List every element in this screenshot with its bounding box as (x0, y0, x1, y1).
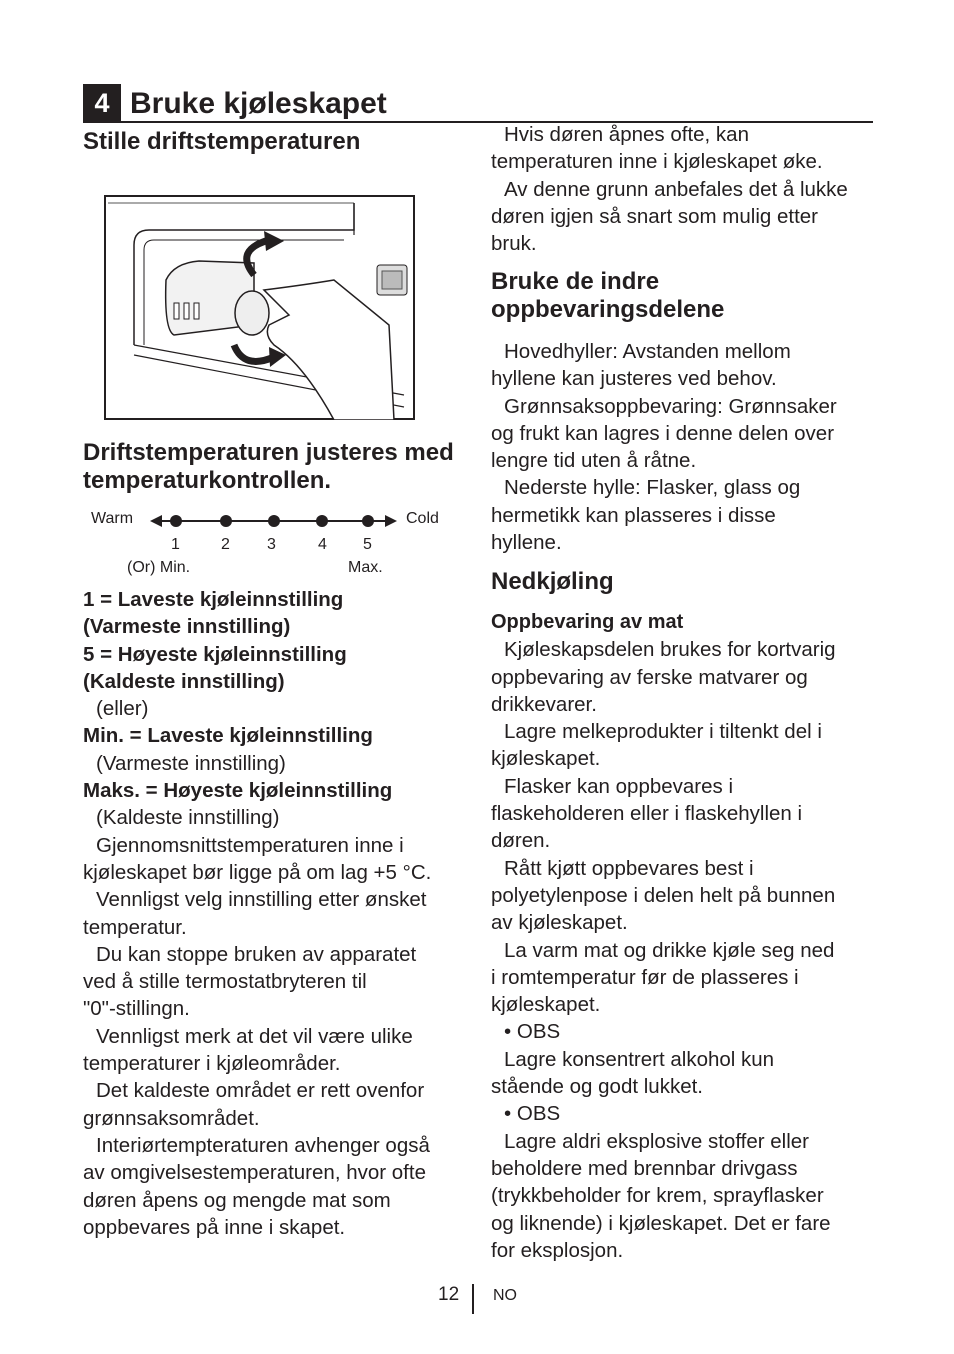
cooling-line: • OBS (504, 1102, 561, 1126)
cooling-line: • OBS (504, 1020, 561, 1044)
left-body-line: Vennligst velg innstilling etter ønsket (96, 888, 427, 912)
page-number: 12 (438, 1284, 460, 1305)
section-heading-adjust: Driftstemperaturen justeres med temperaturkontrollen. (83, 439, 454, 494)
left-body-line: 5 = Høyeste kjøleinnstilling (83, 642, 347, 666)
cooling-line: i romtemperatur før de plasseres i (491, 965, 799, 989)
scale-line (148, 512, 403, 530)
scale-warm-label: Warm (91, 510, 134, 527)
temperature-scale (83, 506, 463, 582)
scale-dot-4 (316, 515, 328, 527)
cooling-line: Lagre melkeprodukter i tiltenkt del i (504, 720, 822, 744)
cooling-line: Lagre konsentrert alkohol kun (504, 1047, 775, 1071)
left-body-text (83, 586, 468, 1241)
section-heading-operating-temperature: Stille driftstemperaturen (83, 128, 361, 155)
chapter-title: Bruke kjøleskapet (130, 87, 387, 120)
scale-dot-2 (220, 515, 232, 527)
cooling-line: av kjøleskapet. (491, 911, 628, 935)
section-heading-cooling: Nedkjøling (491, 568, 614, 595)
left-body-line: temperaturer i kjøleområder. (83, 1052, 341, 1076)
storage-text (491, 338, 881, 556)
left-body-line: (Varmeste innstilling) (83, 615, 291, 639)
right-intro-text (491, 121, 881, 257)
cooling-line: beholdere med brennbar drivgass (491, 1156, 798, 1180)
left-body-line: grønnsaksområdet. (83, 1106, 260, 1130)
storage-line: Grønnsaksoppbevaring: Grønnsaker (504, 394, 837, 418)
scale-tick-4: 4 (318, 536, 327, 553)
scale-dot-3 (268, 515, 280, 527)
cooling-line: kjøleskapet. (491, 747, 601, 771)
scale-cold-label: Cold (406, 510, 439, 527)
left-body-line: temperatur. (83, 915, 187, 939)
cooling-line: oppbevaring av ferske matvarer og (491, 665, 808, 689)
left-body-line: døren åpens og mengde mat som (83, 1188, 391, 1212)
left-body-line: Vennligst merk at det vil være ulike (96, 1024, 413, 1048)
cooling-line: Rått kjøtt oppbevares best i (504, 856, 754, 880)
cooling-line: (trykkbeholder for krem, sprayflasker (491, 1184, 824, 1208)
cooling-line: Flasker kan oppbevares i (504, 774, 734, 798)
scale-tick-2: 2 (221, 536, 230, 553)
left-body-line: av omgivelsestemperaturen, hvor ofte (83, 1161, 426, 1185)
footer-divider (472, 1284, 474, 1314)
storage-line: og frukt kan lagres i denne delen over (491, 421, 835, 445)
scale-tick-3: 3 (267, 536, 276, 553)
left-body-line: (Kaldeste innstilling) (83, 669, 285, 693)
cooling-line: polyetylenpose i delen helt på bunnen (491, 883, 836, 907)
left-body-line: oppbevares på inne i skapet. (83, 1215, 346, 1239)
section-heading-storage: Bruke de indre oppbevaringsdelene (491, 268, 725, 323)
storage-line: Hovedhyller: Avstanden mellom (504, 340, 791, 363)
left-body-line: (Varmeste innstilling) (96, 751, 286, 775)
cooling-line: La varm mat og drikke kjøle seg ned (504, 938, 835, 962)
scale-dot-5 (362, 515, 374, 527)
left-body-line: kjøleskapet bør ligge på om lag +5 °C. (83, 860, 432, 884)
left-body-line: Det kaldeste området er rett ovenfor (96, 1079, 425, 1103)
chapter-number: 4 (83, 84, 121, 122)
storage-line: hyllene. (491, 531, 562, 555)
left-body-line: Interiørtempteraturen avhenger også (96, 1133, 430, 1157)
left-body-line: (Kaldeste innstilling) (96, 806, 280, 830)
storage-line: hyllene kan justeres ved behov. (491, 367, 777, 391)
scale-dot-1 (170, 515, 182, 527)
storage-line: Nederste hylle: Flasker, glass og (504, 476, 801, 500)
cooling-line: døren. (491, 829, 551, 853)
left-body-line: Gjennomsnittstemperaturen inne i (96, 833, 404, 857)
cooling-line: kjøleskapet. (491, 993, 601, 1017)
cooling-line: Kjøleskapsdelen brukes for kortvarig (504, 638, 836, 662)
intro-line: døren igjen så snart som mulig etter (491, 204, 818, 228)
scale-max-label: Max. (348, 559, 383, 576)
left-body-line: 1 = Laveste kjøleinnstilling (83, 588, 344, 611)
scale-min-label: (Or) Min. (127, 559, 191, 576)
thermostat-drawing (104, 195, 415, 420)
left-body-line: ved å stille termostatbryteren til (83, 970, 367, 994)
left-body-line: (eller) (96, 697, 149, 721)
cooling-line: Lagre aldri eksplosive stoffer eller (504, 1129, 809, 1153)
language-code: NO (493, 1287, 517, 1304)
scale-tick-1: 1 (171, 536, 180, 553)
intro-line: Av denne grunn anbefales det å lukke (504, 177, 848, 201)
cooling-line: for eksplosjon. (491, 1238, 624, 1262)
left-body-line: "0"-stillingn. (83, 997, 190, 1021)
cooling-line: og liknende) i kjøleskapet. Det er fare (491, 1211, 831, 1235)
intro-line: bruk. (491, 232, 537, 256)
cooling-line: drikkevarer. (491, 692, 597, 716)
cooling-line: flaskeholderen eller i flaskehyllen i (491, 802, 803, 826)
left-body-line: Min. = Laveste kjøleinnstilling (83, 724, 373, 748)
cooling-text (491, 609, 881, 1264)
cooling-line: stående og godt lukket. (491, 1075, 703, 1099)
cooling-line: Oppbevaring av mat (491, 611, 684, 633)
left-body-line: Maks. = Høyeste kjøleinnstilling (83, 779, 393, 803)
intro-line: temperaturen inne i kjøleskapet øke. (491, 150, 823, 174)
scale-tick-5: 5 (363, 536, 372, 553)
left-body-line: Du kan stoppe bruken av apparatet (96, 942, 417, 966)
thermostat-illustration (104, 195, 415, 420)
storage-line: lengre tid uten å råtne. (491, 449, 697, 473)
storage-line: hermetikk kan plasseres i disse (491, 503, 776, 527)
intro-line: Hvis døren åpnes ofte, kan (504, 123, 749, 146)
